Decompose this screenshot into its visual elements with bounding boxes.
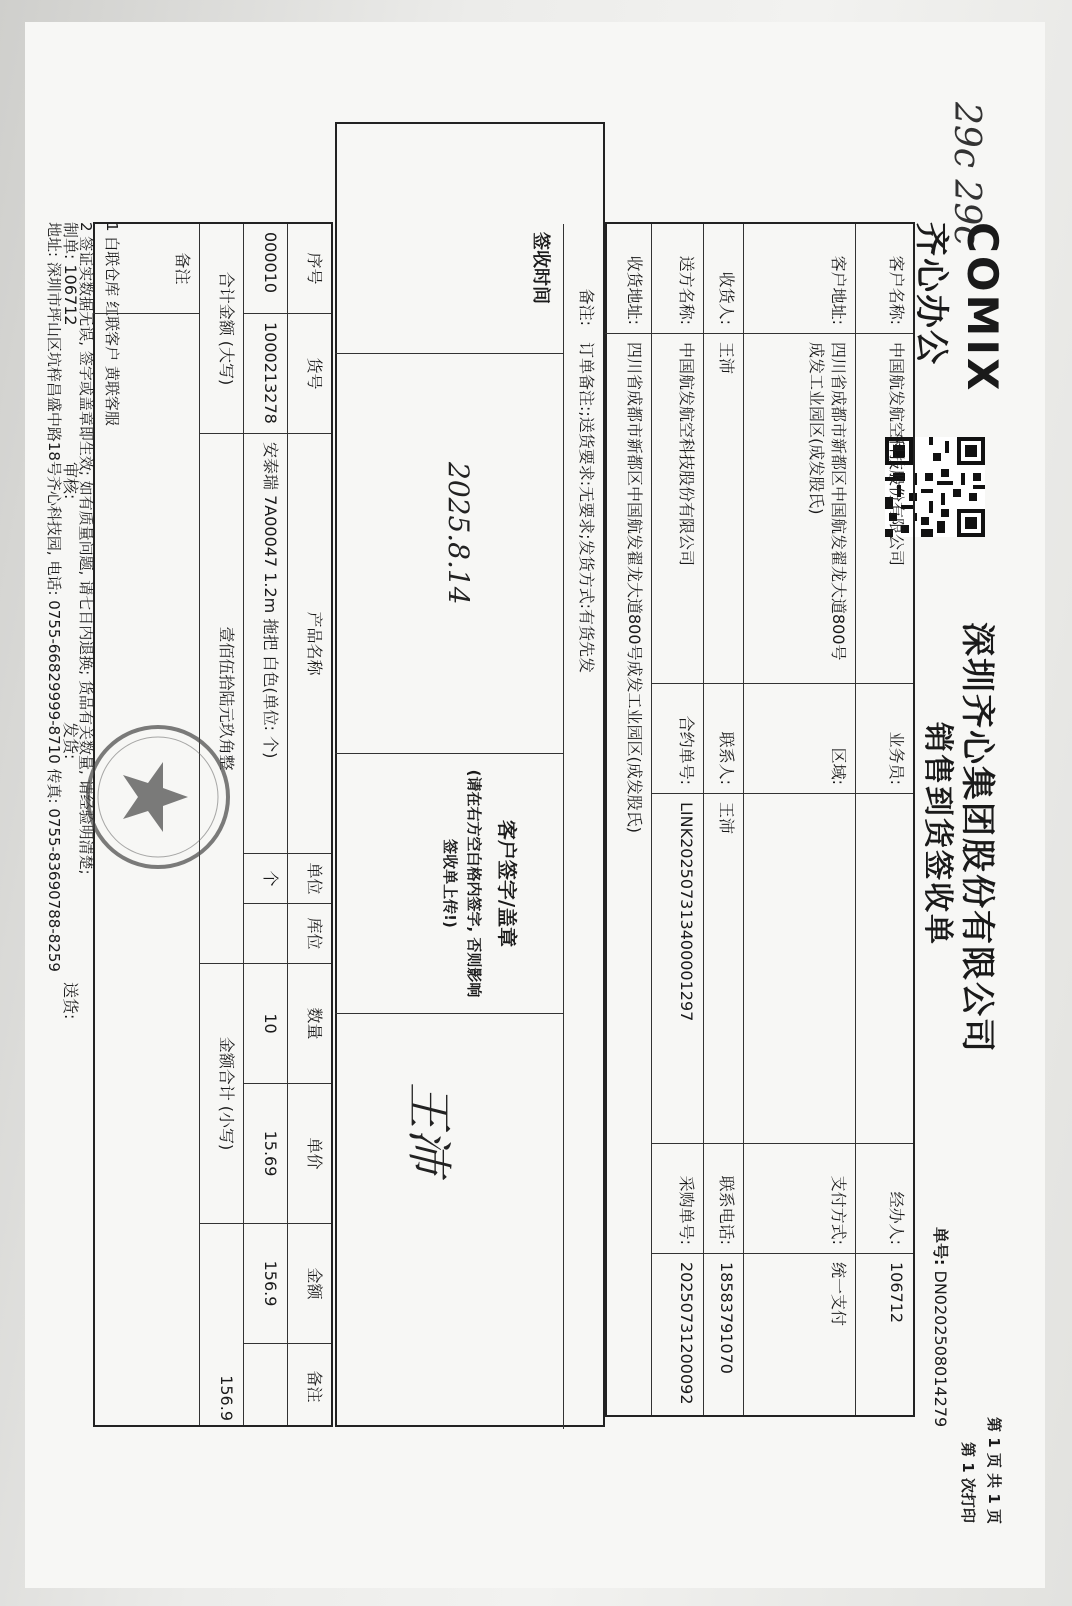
col-sku: 货号	[288, 314, 331, 434]
ship-to-value: 中国航发航空科技股份有限公司	[652, 334, 703, 684]
total-cn-value: 壹佰伍拾陆元玖角整	[200, 434, 243, 964]
brand-logo-cn: 齐心办公	[911, 222, 951, 366]
cell-amount: 156.9	[244, 1224, 287, 1344]
payment-label: 支付方式:	[744, 1144, 855, 1254]
cell-qty: 10	[244, 964, 287, 1084]
contact-value: 王沛	[704, 794, 743, 1144]
col-qty: 数量	[288, 964, 331, 1084]
remark-value: 订单备注:;送货要求:无要求;发货方式:有货先发	[577, 342, 596, 673]
maker-label: 制单:	[61, 222, 80, 260]
customer-sign-note: (请在右方空白格内签字, 否则影响签收单上传!)	[441, 769, 483, 998]
total-cn-label: 合计金额 (大写)	[200, 224, 243, 434]
customer-name-label: 客户名称:	[856, 224, 913, 334]
info-row-receiver	[703, 224, 743, 1415]
contract-value: LINK202507313400001297	[652, 794, 703, 1144]
company-title: 深圳齐心集团股份有限公司	[957, 622, 997, 1054]
handwritten-sign-date: 2025.8.14	[442, 462, 475, 605]
reviewer-label: 审核:	[61, 462, 80, 500]
brand-logo: COMIX	[958, 222, 1007, 394]
customer-address-label: 客户地址:	[744, 224, 855, 334]
handler-label: 经办人:	[856, 1144, 913, 1254]
customer-signature-box	[335, 1014, 563, 1427]
customer-name-value: 中国航发航空科技股份有限公司	[856, 334, 913, 684]
goods-header-row	[287, 224, 331, 1425]
handler-value: 106712	[887, 1262, 906, 1324]
handwritten-note: 29c 29c	[946, 102, 987, 246]
purchase-label: 采购单号:	[652, 1144, 703, 1254]
cell-seq: 000010	[244, 224, 287, 314]
company-seal-stamp	[83, 722, 233, 872]
footer-address: 地址: 深圳市坪山区坑梓昌盛中路18号齐心科技园, 电话: 0755-66829999-8710 传真: 0755-83690788-8259	[45, 222, 63, 972]
signature-area	[335, 122, 605, 1427]
region-value	[744, 794, 855, 1144]
salesperson-label: 业务员:	[856, 684, 913, 794]
page-info: 第 1 页 共 1 页	[985, 1417, 1003, 1524]
info-row-delivery	[605, 224, 651, 1415]
footer-note-2: 2 签证实数据无误, 签字或盖章即生效; 如有质量问题, 请七日内退换; 货品有关数量, 请经验明清楚;	[77, 222, 95, 875]
col-name: 产品名称	[288, 434, 331, 854]
remark-label: 备注:	[577, 288, 596, 326]
order-number-value: DN0202508014279	[931, 1270, 950, 1428]
salesperson-value	[856, 794, 913, 1144]
cell-unit: 个	[244, 854, 287, 904]
region-label: 区域:	[744, 684, 855, 794]
total-num-value: 156.9	[217, 1375, 236, 1421]
document-subtitle: 销售到货签收单	[920, 722, 955, 946]
footer-note-1: 1 白联仓库 红联客户 黄联客服	[103, 222, 121, 426]
customer-info-grid	[605, 222, 915, 1417]
order-number	[930, 1227, 953, 1427]
col-seq: 序号	[288, 224, 331, 314]
customer-sign-title: 客户签字/盖章	[495, 819, 519, 948]
customer-sign-instruction	[335, 754, 563, 1014]
col-location: 库位	[288, 904, 331, 964]
delivery-receipt	[25, 22, 1045, 1588]
goods-remark-label: 备注	[93, 224, 199, 314]
payment-value: 统一支付	[829, 1262, 848, 1327]
contract-label: 合约单号:	[652, 684, 703, 794]
delivery-address-value: 四川省成都市新都区中国航发翟龙大道800号成发工业园区(成发股氏)	[625, 342, 644, 834]
receiver-label: 收货人:	[704, 224, 743, 334]
info-row-address	[743, 224, 855, 1415]
info-row-shipto	[651, 224, 703, 1415]
col-price: 单价	[288, 1084, 331, 1224]
receiver-value: 王沛	[704, 334, 743, 684]
handwritten-signature: 王沛	[402, 1082, 456, 1174]
shipper-label: 发货:	[61, 722, 80, 760]
courier-label: 送货:	[61, 982, 80, 1020]
maker-value: 106712	[61, 264, 80, 326]
col-remark: 备注	[305, 1370, 324, 1403]
contact-label: 联系人:	[704, 684, 743, 794]
purchase-value: 20250731200092	[677, 1262, 696, 1405]
delivery-address-label: 收货地址:	[605, 224, 651, 334]
cell-price: 15.69	[244, 1084, 287, 1224]
phone-value: 18583791070	[717, 1262, 736, 1374]
info-row-customer	[855, 224, 913, 1415]
ship-to-label: 送方名称:	[652, 224, 703, 334]
customer-address-value: 四川省成都市新都区中国航发翟龙大道800号成发工业园区(成发股氏)	[744, 334, 855, 684]
print-count: 第 1 次打印	[959, 1442, 977, 1523]
col-amount: 金额	[288, 1224, 331, 1344]
cell-location	[244, 904, 287, 964]
sign-time-label: 签收时间	[335, 224, 563, 354]
table-row	[243, 224, 287, 1425]
phone-label: 联系电话:	[704, 1144, 743, 1254]
cell-sku: 1000213278	[244, 314, 287, 434]
cell-remark	[244, 1344, 287, 1429]
cell-name: 安泰瑞 7A00047 1.2m 拖把 白色(单位: 个)	[244, 434, 287, 854]
total-num-label: 金额合计 (小写)	[200, 964, 243, 1224]
order-number-label: 单号:	[931, 1227, 950, 1266]
col-unit: 单位	[288, 854, 331, 904]
remark-row	[563, 224, 603, 1429]
